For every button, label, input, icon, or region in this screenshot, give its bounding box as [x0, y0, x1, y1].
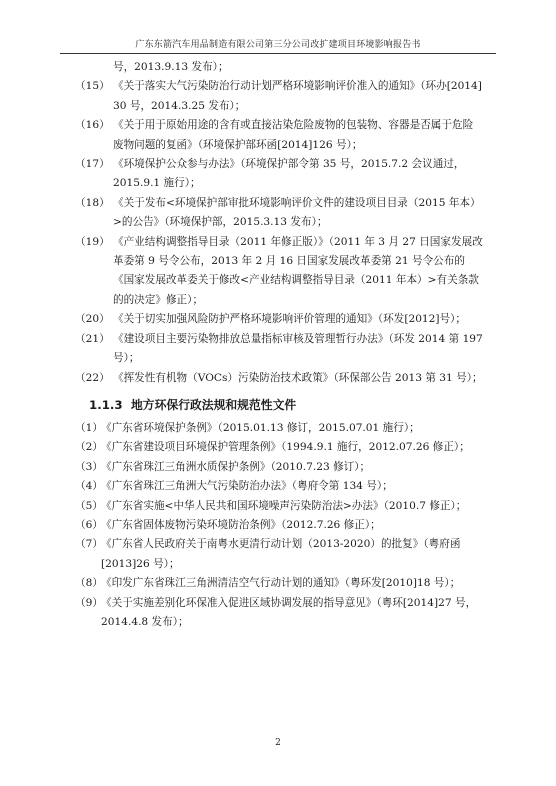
- item-text: 《环境保护公众参与办法》（环境保护部令第 35 号，2015.7.2 会议通过，2015.9.1 施行）；: [113, 158, 465, 190]
- item-text: 《产业结构调整指导目录（2011 年修正版）》（2011 年 3 月 27 日国家发展改革委第 9 号令公布，2013 年 2 月 16 日国家发展改革委第 21 号令公布的《国家发展改革委关于修改<产业结构调整指导目录（2011 年本）>有关条款的的决定》修正）；: [113, 235, 483, 306]
- item-text: 《建设项目主要污染物排放总量指标审核及管理暂行办法》（环发 2014 第 197 号）；: [113, 332, 483, 365]
- page-number: 2: [275, 738, 281, 748]
- item-number: （20）: [75, 313, 110, 326]
- list-item: [75, 330, 483, 369]
- item-text: 《关于实施差别化环保准入促进区域协调发展的指导意见》（粤环[2014]27 号，2014.4.8 发布）；: [101, 596, 477, 628]
- item-text: 《挥发性有机物（VOCs）污染防治技术政策》（环保部公告 2013 第 31 号）；: [113, 371, 483, 384]
- list-item: [75, 369, 483, 388]
- list-item: [75, 516, 483, 535]
- list-item: [75, 594, 483, 633]
- list-item: [75, 535, 483, 574]
- section-number: 1.1.3: [89, 397, 123, 412]
- item-number: （22）: [75, 371, 110, 384]
- item-text: 《关于用于原始用途的含有或直接沾染危险废物的包装物、容器是否属于危险废物问题的复函》（环境保护部环函[2014]126 号）；: [113, 119, 474, 151]
- item-number: （8）: [75, 577, 103, 590]
- list-item: [75, 310, 483, 329]
- item-number: （4）: [75, 480, 103, 493]
- header-divider: [60, 53, 496, 54]
- item-number: （18）: [75, 196, 110, 209]
- item-number: （3）: [75, 460, 103, 473]
- item-text: 《广东省实施<中华人民共和国环境噪声污染防治法>办法》（2010.7 修正）；: [101, 499, 467, 512]
- document-body: [75, 58, 483, 632]
- local-regulations-list: [75, 419, 483, 632]
- item-text: 《广东省固体废物污染环境防治条例》（2012.7.26 修正）；: [101, 518, 381, 531]
- list-item: [75, 438, 483, 457]
- list-item: [75, 458, 483, 477]
- item-number: （19）: [75, 235, 110, 248]
- item-text: 《广东省珠江三角洲水质保护条例》（2010.7.23 修订）；: [101, 460, 371, 473]
- item-text: 《印发广东省珠江三角洲清洁空气行动计划的通知》（粤环发[2010]18 号）；: [101, 577, 461, 590]
- item-number: （1）: [75, 421, 103, 434]
- item-number: （9）: [75, 596, 103, 609]
- item-text: 《广东省环境保护条例》（2015.01.13 修订，2015.07.01 施行）；: [101, 421, 420, 434]
- list-item: [75, 497, 483, 516]
- item-text: 《广东省人民政府关于南粤水更清行动计划（2013-2020）的批复》（粤府函[2013]26 号）；: [101, 538, 461, 570]
- list-item: [75, 77, 483, 116]
- list-item: [75, 116, 483, 155]
- list-item: [75, 477, 483, 496]
- section-heading: [89, 394, 483, 416]
- item-number: （15）: [75, 80, 110, 93]
- list-item: [75, 574, 483, 593]
- item-text: 《广东省建设项目环境保护管理条例》（1994.9.1 施行，2012.07.26 修正）；: [101, 441, 470, 454]
- item-text: 《广东省珠江三角洲大气污染防治办法》（粤府令第 134 号）；: [101, 480, 393, 493]
- item-text: 《关于落实大气污染防治行动计划严格环境影响评价准入的通知》（环办[2014] 30 号，2014.3.25 发布）；: [113, 80, 482, 112]
- list-item: [75, 233, 483, 311]
- item-number: （21）: [75, 332, 110, 345]
- item-number: （17）: [75, 158, 110, 171]
- running-header: 广东东箭汽车用品制造有限公司第三分公司改扩建项目环境影响报告书: [135, 40, 421, 50]
- item-number: （16）: [75, 119, 110, 132]
- item-number: （6）: [75, 518, 103, 531]
- item-text: 《关于发布<环境保护部审批环境影响评价文件的建设项目目录（2015 年本）>的公告》（环境保护部，2015.3.13 发布）；: [113, 196, 481, 229]
- national-regulations-list: [75, 77, 483, 388]
- list-item: [75, 155, 483, 194]
- item-text: 《关于切实加强风险防护严格环境影响评价管理的通知》（环发[2012]号）；: [113, 313, 467, 326]
- item-number: （5）: [75, 499, 103, 512]
- section-title: 地方环保行政法规和规范性文件: [131, 397, 297, 412]
- item-number: （7）: [75, 538, 103, 551]
- list-item: [75, 194, 483, 233]
- item-number: （2）: [75, 441, 103, 454]
- list-item: [75, 419, 483, 438]
- continuation-line: 号，2013.9.13 发布）；: [113, 61, 229, 73]
